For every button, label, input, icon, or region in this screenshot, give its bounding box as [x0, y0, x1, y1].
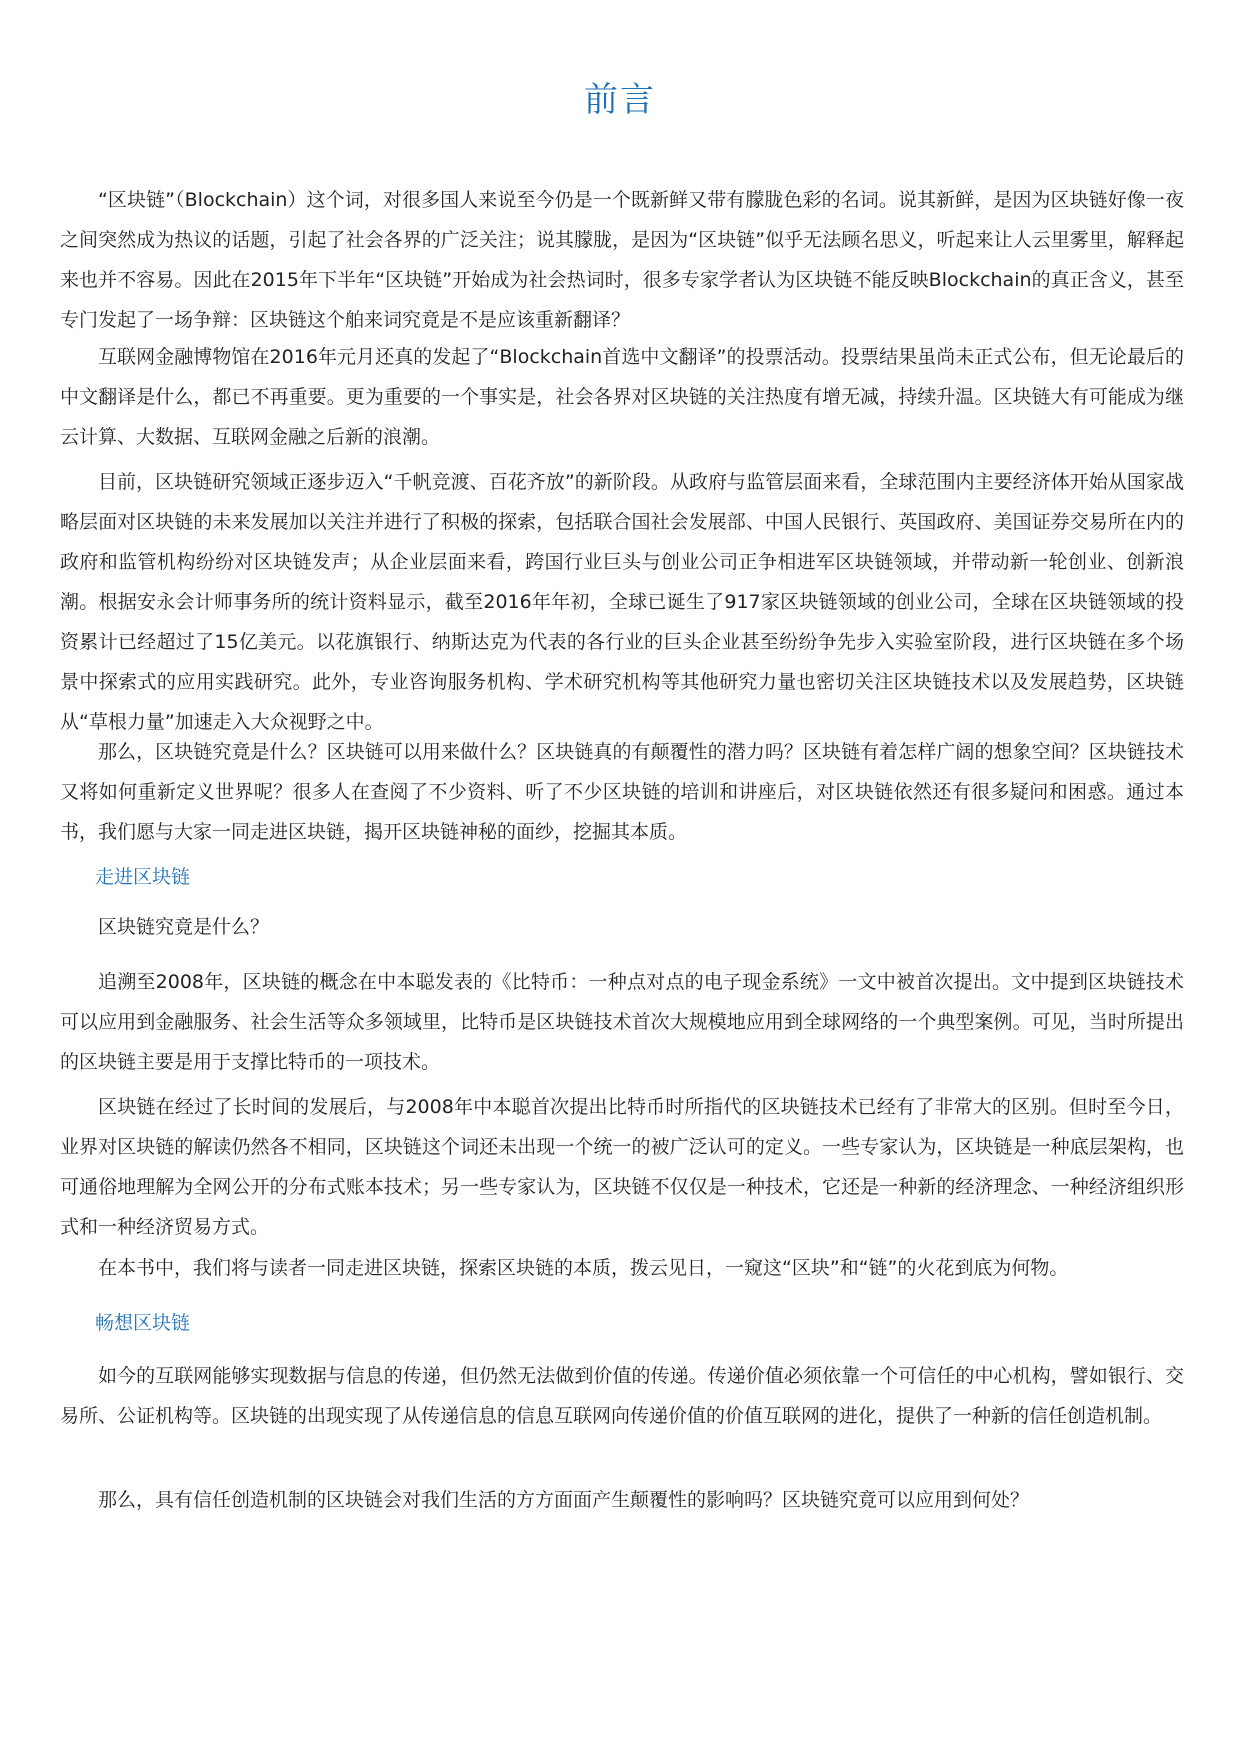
- paragraph-2: 互联网金融博物馆在2016年元月还真的发起了“Blockchain首选中文翻译”的投票活动。投票结果虽尚未正式公布，但无论最后的中文翻译是什么，都已不再重要。更为重要的一个事实是，社会各界对区块链的关注热度有增无减，持续升温。区块链大有可能成为继云计算、大数据、互联网金融之后新的浪潮。: [60, 346, 1184, 448]
- section-heading-enter-blockchain: 走进区块链: [95, 866, 191, 888]
- paragraph-8: 如今的互联网能够实现数据与信息的传递，但仍然无法做到价值的传递。传递价值必须依靠一个可信任的中心机构，譬如银行、交易所、公证机构等。区块链的出现实现了从传递信息的信息互联网向传递价值的价值互联网的进化，提供了一种新的信任创造机制。: [60, 1365, 1184, 1427]
- section-question: 区块链究竟是什么？: [98, 916, 270, 938]
- paragraph-5: 追溯至2008年，区块链的概念在中本聪发表的《比特币：一种点对点的电子现金系统》一文中被首次提出。文中提到区块链技术可以应用到金融服务、社会生活等众多领域里，比特币是区块链技术首次大规模地应用到全球网络的一个典型案例。可见，当时所提出的区块链主要是用于支撑比特币的一项技术。: [60, 971, 1184, 1073]
- paragraph-4: 那么，区块链究竟是什么？区块链可以用来做什么？区块链真的有颠覆性的潜力吗？区块链有着怎样广阔的想象空间？区块链技术又将如何重新定义世界呢？很多人在查阅了不少资料、听了不少区块链的培训和讲座后，对区块链依然还有很多疑问和困惑。通过本书，我们愿与大家一同走进区块链，揭开区块链神秘的面纱，挖掘其本质。: [60, 741, 1184, 843]
- section-heading-imagine-blockchain: 畅想区块链: [95, 1312, 191, 1334]
- paragraph-3: 目前，区块链研究领域正逐步迈入“千帆竞渡、百花齐放”的新阶段。从政府与监管层面来看，全球范围内主要经济体开始从国家战略层面对区块链的未来发展加以关注并进行了积极的探索，包括联合国社会发展部、中国人民银行、英国政府、美国证券交易所在内的政府和监管机构纷纷对区块链发声；从企业层面来看，跨国行业巨头与创业公司正争相进军区块链领域，并带动新一轮创业、创新浪潮。根据安永会计师事务所的统计资料显示，截至2016年年初，全球已诞生了917家区块链领域的创业公司，全球在区块链领域的投资累计已经超过了15亿美元。以花旗银行、纳斯达克为代表的各行业的巨头企业甚至纷纷争先步入实验室阶段，进行区块链在多个场景中探索式的应用实践研究。此外，专业咨询服务机构、学术研究机构等其他研究力量也密切关注区块链技术以及发展趋势，区块链从“草根力量”加速走入大众视野之中。: [60, 471, 1184, 733]
- page-title: 前言: [584, 80, 656, 120]
- paragraph-1: “区块链”（Blockchain）这个词，对很多国人来说至今仍是一个既新鲜又带有朦胧色彩的名词。说其新鲜，是因为区块链好像一夜之间突然成为热议的话题，引起了社会各界的广泛关注；说其朦胧，是因为“区块链”似乎无法顾名思义，听起来让人云里雾里，解释起来也并不容易。因此在2015年下半年“区块链”开始成为社会热词时，很多专家学者认为区块链不能反映Blockchain的真正含义，甚至专门发起了一场争辩：区块链这个舶来词究竟是不是应该重新翻译？: [60, 189, 1184, 331]
- paragraph-6: 区块链在经过了长时间的发展后，与2008年中本聪首次提出比特币时所指代的区块链技术已经有了非常大的区别。但时至今日，业界对区块链的解读仍然各不相同，区块链这个词还未出现一个统一的被广泛认可的定义。一些专家认为，区块链是一种底层架构，也可通俗地理解为全网公开的分布式账本技术；另一些专家认为，区块链不仅仅是一种技术，它还是一种新的经济理念、一种经济组织形式和一种经济贸易方式。: [60, 1096, 1184, 1238]
- paragraph-7: 在本书中，我们将与读者一同走进区块链，探索区块链的本质，拨云见日，一窥这“区块”和“链”的火花到底为何物。: [98, 1257, 1069, 1279]
- paragraph-9: 那么，具有信任创造机制的区块链会对我们生活的方方面面产生颠覆性的影响吗？区块链究竟可以应用到何处？: [98, 1489, 1030, 1511]
